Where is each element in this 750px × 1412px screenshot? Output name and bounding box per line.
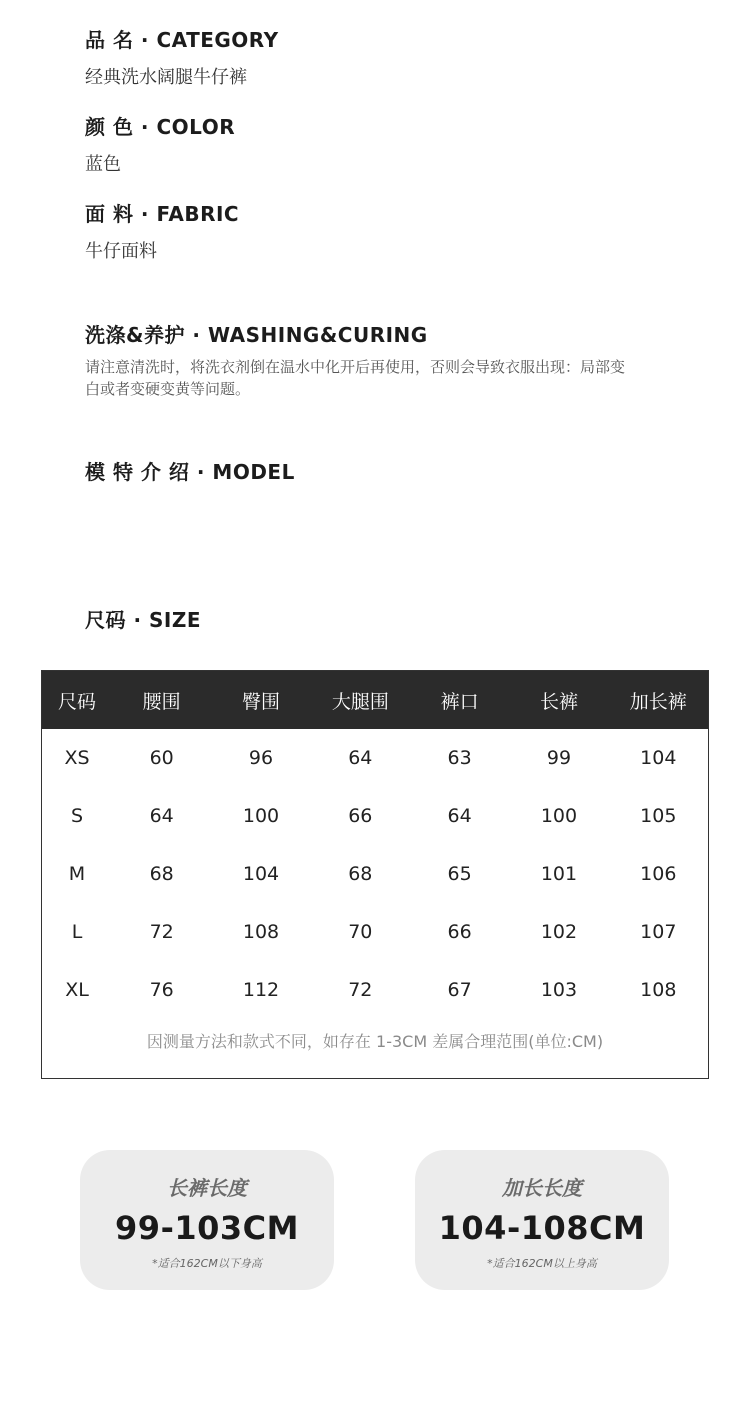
table-cell: 64 xyxy=(348,747,373,769)
table-cell: 60 xyxy=(149,747,174,769)
table-cell: 106 xyxy=(640,863,677,885)
table-cell: 107 xyxy=(640,921,677,943)
table-cell: 64 xyxy=(149,805,174,827)
size-heading: 尺码 · SIZE xyxy=(85,608,202,632)
table-row xyxy=(42,787,708,845)
color-section xyxy=(85,111,235,176)
table-cell: 68 xyxy=(149,863,174,885)
table-cell: XS xyxy=(64,747,90,769)
regular-length-card xyxy=(80,1150,334,1290)
table-cell: 65 xyxy=(447,863,472,885)
table-cell: 66 xyxy=(348,805,373,827)
table-cell: L xyxy=(71,921,83,943)
table-cell: 108 xyxy=(640,979,677,1001)
header-cell: 腰围 xyxy=(142,690,181,713)
header-cell: 裤口 xyxy=(440,690,479,713)
table-row xyxy=(42,729,708,787)
table-cell: XL xyxy=(65,979,89,1001)
table-cell: 104 xyxy=(242,863,280,885)
header-cell: 长裤 xyxy=(539,690,578,713)
table-cell: 67 xyxy=(447,979,472,1001)
header-cell: 尺码 xyxy=(57,690,96,713)
table-cell: 70 xyxy=(348,921,373,943)
table-header-row xyxy=(42,671,708,729)
table-row xyxy=(42,961,708,1019)
card-value: 99-103CM xyxy=(115,1209,299,1247)
card-title: 加长长度 xyxy=(502,1176,582,1200)
header-cell: 加长裤 xyxy=(629,690,687,713)
model-section xyxy=(85,456,295,485)
table-cell: 68 xyxy=(348,863,373,885)
table-cell: 103 xyxy=(540,979,578,1001)
table-cell: 66 xyxy=(447,921,472,943)
table-cell: 105 xyxy=(640,805,677,827)
category-heading: 品 名 · CATEGORY xyxy=(85,28,279,52)
table-note: 因测量方法和款式不同，如存在 1-3CM 差属合理范围(单位:CM) xyxy=(146,1032,604,1051)
table-cell: 102 xyxy=(540,921,578,943)
header-cell: 大腿围 xyxy=(331,690,389,713)
fabric-section xyxy=(85,198,239,263)
color-heading: 颜 色 · COLOR xyxy=(85,115,236,139)
table-cell: S xyxy=(70,805,84,827)
table-cell: 76 xyxy=(149,979,174,1001)
washing-heading: 洗涤&养护 · WASHING&CURING xyxy=(85,323,428,347)
table-cell: 101 xyxy=(540,863,578,885)
model-heading: 模 特 介 绍 · MODEL xyxy=(85,460,295,484)
table-cell: 100 xyxy=(242,805,280,827)
table-cell: 72 xyxy=(348,979,373,1001)
table-row xyxy=(42,903,708,961)
table-cell: 104 xyxy=(640,747,677,769)
table-cell: 72 xyxy=(149,921,174,943)
size-table xyxy=(41,670,709,1079)
washing-text: 请注意清洗时，将洗衣剂倒在温水中化开后再使用，否则会导致衣服出现：局部变白或者变硬变黄等问题。 xyxy=(85,358,626,398)
table-cell: 96 xyxy=(248,747,274,769)
card-note: *适合162CM以下身高 xyxy=(152,1257,262,1270)
table-cell: 112 xyxy=(242,979,280,1001)
table-cell: 64 xyxy=(447,805,472,827)
extended-length-card xyxy=(415,1150,669,1290)
color-value: 蓝色 xyxy=(85,154,121,175)
fabric-value: 牛仔面料 xyxy=(85,241,157,262)
category-section xyxy=(85,24,279,89)
card-title: 长裤长度 xyxy=(167,1176,247,1200)
table-cell: 108 xyxy=(242,921,280,943)
size-section xyxy=(85,604,201,633)
table-row xyxy=(42,845,708,903)
card-value: 104-108CM xyxy=(438,1209,646,1247)
table-cell: M xyxy=(68,863,86,885)
table-cell: 100 xyxy=(540,805,578,827)
category-value: 经典洗水阔腿牛仔裤 xyxy=(85,67,247,88)
fabric-heading: 面 料 · FABRIC xyxy=(85,202,240,226)
header-cell: 臀围 xyxy=(241,690,280,713)
table-cell: 63 xyxy=(447,747,472,769)
table-cell: 99 xyxy=(546,747,572,769)
washing-section xyxy=(85,319,630,400)
card-note: *适合162CM以上身高 xyxy=(487,1257,597,1270)
